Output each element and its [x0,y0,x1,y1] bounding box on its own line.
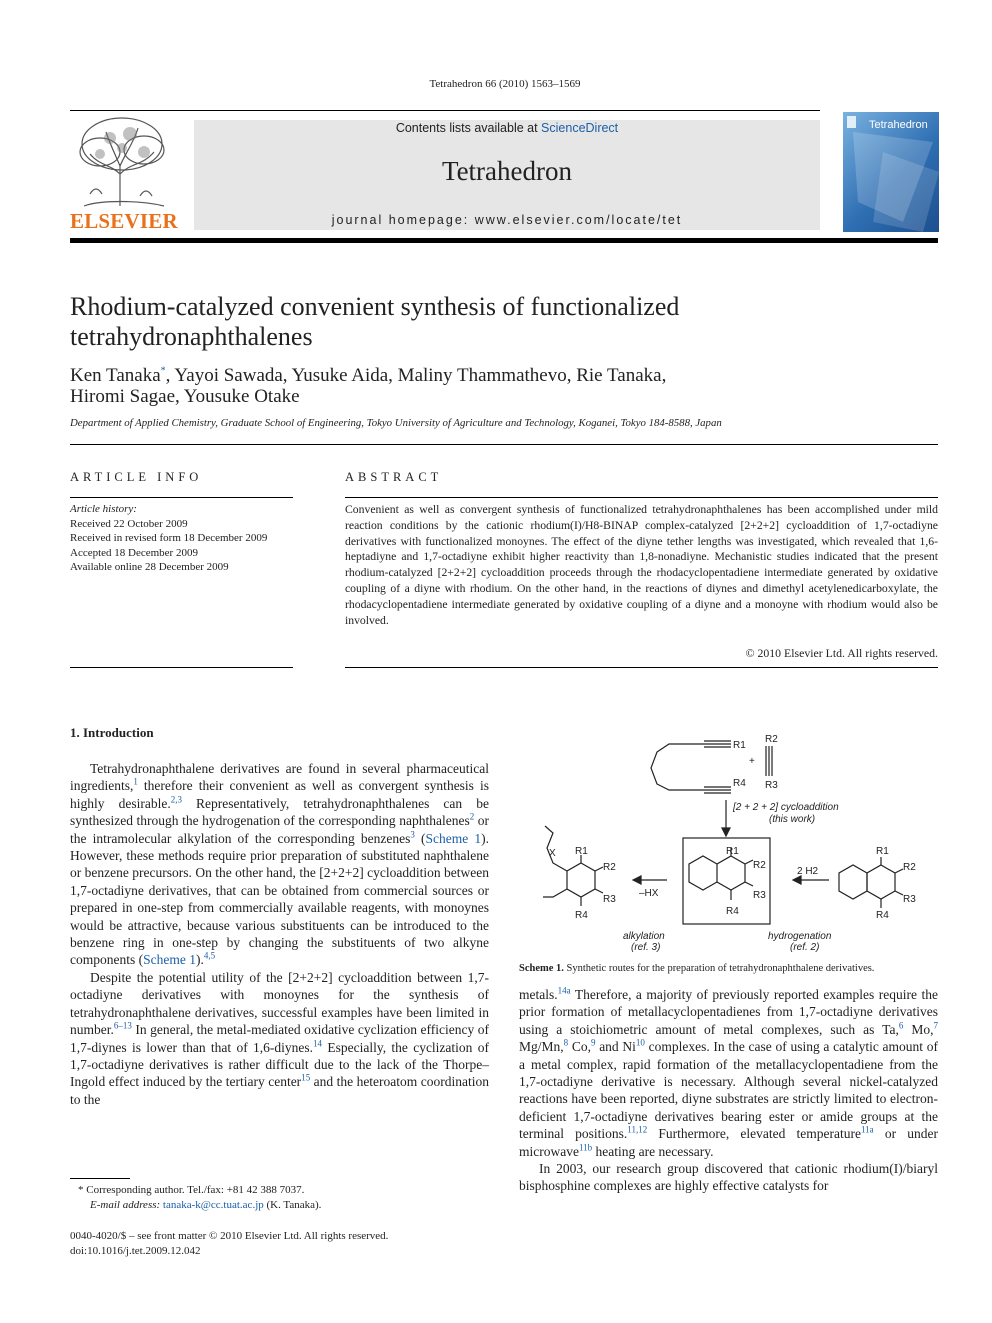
article-history [70,502,310,575]
issn-line: 0040-4020/$ – see front matter © 2010 Elsevier Ltd. All rights reserved. [70,1230,389,1242]
scheme-caption-text: Synthetic routes for the preparation of tetrahydronaphthalene derivatives. [566,963,875,974]
body-column-left [70,760,489,1108]
abstract-rule [345,497,938,498]
scheme-r3-top: R3 [765,780,778,791]
article-info-heading: ARTICLE INFO [70,470,203,484]
scheme-r3-left: R3 [603,894,616,905]
scheme-r1-right: R1 [876,846,889,857]
author-first[interactable]: Ken Tanaka [70,365,161,386]
authors-rest: , Yayoi Sawada, Yusuke Aida, Maliny Thammathevo, Rie Tanaka, [165,365,667,386]
paragraph: In 2003, our research group discovered that cationic rhodium(I)/biaryl bisphosphine complexes are highly effective catalysts for [519,1161,938,1194]
scheme-r2-top: R2 [765,734,778,745]
sciencedirect-link[interactable]: ScienceDirect [541,121,619,135]
scheme-r4-left: R4 [575,910,588,921]
scheme-r4-right: R4 [876,910,889,921]
journal-homepage[interactable]: journal homepage: www.elsevier.com/locate/tet [331,213,683,227]
paragraph: Tetrahydronaphthalene derivatives are found in several pharmaceutical ingredients,$^1$ therefore their convenient as well as convergent synthesis is highly desirable.$^{2,3}$ Representatively, tetrahydronaphthalenes can be synthesized through the hydrogenation of the corresponding naphthalenes$^2$ or the intramolecular alkylation of the corresponding benzenes$^3$ (Scheme 1). However, these methods require prior preparation of substituted naphthalene or benzene precursors. On the other hand, the [2+2+2] cycloaddition between 1,7-octadiyne derivatives, that can be obtained from commercial sources or prepared in one-step from commercially available reagents, with monoynes would be attractive, because various substituents can be introduced to the benzene ring in one-step by changing the substituents of two alkyne components (Scheme 1).$^{4,5}$ [70,761,489,968]
copyright: © 2010 Elsevier Ltd. All rights reserved. [745,646,938,660]
scheme-r1-center: R1 [726,846,739,857]
scheme-r3-right: R3 [903,894,916,905]
journal-banner [194,120,820,230]
scheme-r2-left: R2 [603,862,616,873]
journal-citation: Tetrahedron 66 (2010) 1563–1569 [429,78,581,90]
online-date: Available online 28 December 2009 [70,561,229,573]
journal-cover[interactable] [843,112,939,232]
history-label: Article history: [70,503,137,515]
scheme-r4-center: R4 [726,906,739,917]
elsevier-logo[interactable] [70,114,178,234]
scheme-cyclo-label: [2 + 2 + 2] cycloaddition [733,802,839,813]
corresponding-mark[interactable]: * [160,365,166,377]
footnote-star: * [78,1184,84,1196]
corresponding-author-note: Corresponding author. Tel./fax: +81 42 388 7037. [86,1184,305,1196]
scheme-ref2: (ref. 2) [790,942,820,953]
abstract-text: Convenient as well as convergent synthesis of functionalized tetrahydronaphthalenes has been accomplished under mild reaction conditions by the cationic rhodium(I)/H8-BINAP complex-catalyzed [2+2+2] cycloaddition of 1,7-octadiyne derivatives with functionalized monoynes. The effect of the diyne tether lengths was investigated, which revealed that 1,6-heptadiyne and 1,7-octadiyne exhibit higher reactivity than 1,8-nonadiyne. Mechanistic studies indicated that the present rhodium-catalyzed [2+2+2] cycloaddition proceeds through the rhodacyclopentadiene intermediate generated by oxidative coupling of a diyne with rhodium. On the other hand, in the reactions of diynes and dimethyl acetylenedicarboxylate, the rhodacyclopentadiene intermediate generated by oxidative coupling of a diyne and a monoyne with rhodium would also be involved. [345,503,938,627]
scheme-2h2: 2 H2 [797,866,819,877]
header-thick-rule [70,238,938,243]
scheme-plus: + [749,756,755,767]
scheme-r1-left: R1 [575,846,588,857]
scheme-r4-top: R4 [733,778,746,789]
body-column-right [519,986,938,1195]
scheme-r2-center: R2 [753,860,766,871]
scheme-caption-label: Scheme 1. [519,963,564,974]
section-rule [70,444,938,445]
info-rule-bottom [70,667,293,668]
email-label: E-mail address: [90,1199,161,1211]
revised-date: Received in revised form 18 December 2009 [70,532,268,544]
scheme-r1-top: R1 [733,740,746,751]
received-date: Received 22 October 2009 [70,517,188,530]
scheme-ref3: (ref. 3) [631,942,661,953]
paragraph: Despite the potential utility of the [2+2+2] cycloaddition between 1,7-octadiyne derivatives with monoynes for the synthesis of tetrahydronaphthalene derivatives, successful examples have been limited in number.$^{6-13}$ In general, the metal-mediated oxidative cyclization efficiency of 1,7-diynes is lower than that of 1,6-diynes.$^{14}$ Especially, the cyclization of 1,7-octadiyne derivatives is rather difficult due to the lack of the Thorpe–Ingold effect induced by the tertiary center$^{15}$ and the heteroatom coordination to the [70,969,489,1107]
scheme-caption [519,963,939,974]
scheme-alkylation: alkylation [623,931,665,942]
abstract-heading: ABSTRACT [345,470,443,484]
author-list [70,365,830,407]
footnote-rule [70,1178,130,1179]
info-rule [70,497,293,498]
accepted-date: Accepted 18 December 2009 [70,546,198,559]
paragraph: metals.$^{14a}$ Therefore, a majority of previously reported examples require the prior formation of metallacyclopentadienes from 1,7-octadiyne derivatives using a stoichiometric amount of metal complexes, such as Ta,$^6$ Mo,$^7$ Mg/Mn,$^8$ Co,$^9$ and Ni$^{10}$ complexes. In the case of using a catalytic amount of a metal complex, rapid formation of the metallacyclopentadiene from the 1,7-octadiyne derivative is necessary. Although several nickel-catalyzed reactions have been reported, diyne substrates are strictly limited to electron-deficient 1,7-octadiyne derivatives bearing ester or amide groups at the terminal positions.$^{11,12}$ Furthermore, elevated temperature$^{11a}$ or under microwave$^{11b}$ heating are necessary. [519,985,939,1159]
header-rule [70,110,820,111]
email-name: (K. Tanaka). [266,1199,322,1211]
scheme-x: X [549,848,556,859]
email-link[interactable]: tanaka-k@cc.tuat.ac.jp [162,1199,264,1211]
elsevier-wordmark: ELSEVIER [70,209,178,233]
scheme-hydrogenation: hydrogenation [768,931,832,942]
contents-line: Contents lists available at ScienceDirect [395,121,619,135]
article-title: Rhodium-catalyzed convenient synthesis of functionalized tetrahydronaphthalenes [70,292,680,351]
authors-line2: Hiromi Sagae, Yousuke Otake [70,386,300,407]
scheme-r2-right: R2 [903,862,916,873]
scheme-minus-hx: –HX [639,888,659,899]
front-matter-footer [70,1229,490,1258]
abstract-rule-bottom [345,667,938,668]
scheme-r3-center: R3 [753,890,766,901]
scheme-1-figure [519,728,939,958]
journal-name: Tetrahedron [441,156,573,186]
scheme-this-work: (this work) [769,814,816,825]
cover-title: Tetrahedron [869,119,928,131]
doi-line[interactable]: doi:10.1016/j.tet.2009.12.042 [70,1244,201,1257]
affiliation: Department of Applied Chemistry, Graduate School of Engineering, Tokyo University of Agriculture and Technology, Koganei, Tokyo 184-8588, Japan [70,417,722,429]
introduction-heading: 1. Introduction [70,725,154,740]
footnote [70,1183,490,1213]
elsevier-tree-icon [70,114,174,210]
